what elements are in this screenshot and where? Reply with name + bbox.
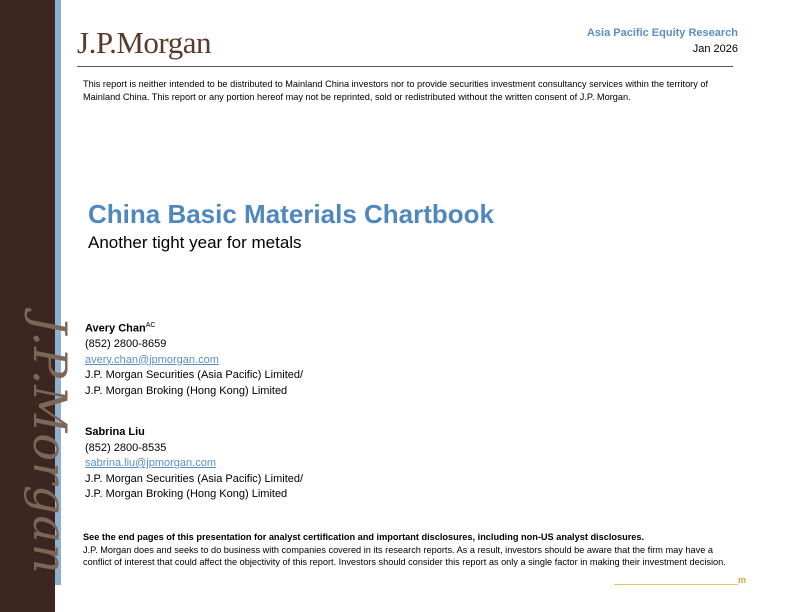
disclosure-block	[83, 531, 743, 569]
disclosure-headline: See the end pages of this presentation for analyst certification and important disclosures, including non-US analyst disclosures.	[83, 532, 645, 542]
author-block	[85, 318, 303, 399]
report-subtitle: Another tight year for metals	[88, 233, 302, 252]
header-meta	[587, 27, 738, 56]
author-email-link[interactable]: sabrina.liu@jpmorgan.com	[85, 457, 217, 469]
author-entity: J.P. Morgan Securities (Asia Pacific) Limited/	[85, 369, 304, 382]
author-name: Sabrina Liu	[85, 426, 145, 438]
author-block	[85, 425, 303, 503]
footer-rule	[614, 584, 738, 585]
author-phone: (852) 2800-8659	[85, 338, 167, 351]
header-rule	[77, 66, 733, 67]
report-date: Jan 2026	[692, 43, 738, 55]
report-series: Asia Pacific Equity Research	[586, 27, 738, 39]
footer-mark: m	[738, 575, 747, 585]
author-name: Avery Chan$^{AC}$	[85, 322, 156, 335]
report-title: China Basic Materials Chartbook	[88, 199, 494, 229]
author-entity: J.P. Morgan Broking (Hong Kong) Limited	[85, 384, 288, 397]
author-email-link[interactable]: avery.chan@jpmorgan.com	[85, 353, 219, 366]
analyst-certification-mark: AC	[145, 322, 156, 329]
author-entity: J.P. Morgan Broking (Hong Kong) Limited	[85, 488, 288, 500]
disclosure-body: J.P. Morgan does and seeks to do business with companies covered in its research reports. As a result, investors should be aware that the firm may have a conflict of interest that could affect the objectivity of this report. Investors should consider this report as only a single factor in making their investment decision.	[83, 544, 726, 567]
author-phone: (852) 2800-8535	[85, 441, 167, 454]
distribution-notice: This report is neither intended to be distributed to Mainland China investors nor to provide securities investment consultancy services within the territory of Mainland China. This report or any portion hereof may not be reprinted, sold or redistributed without the written consent of J.P. Morgan.	[83, 79, 709, 102]
author-entity: J.P. Morgan Securities (Asia Pacific) Limited/	[85, 472, 304, 485]
sidebar-logo-text: J.P.Morgan	[23, 315, 77, 575]
jpmorgan-logo: J.P.Morgan	[77, 25, 211, 60]
